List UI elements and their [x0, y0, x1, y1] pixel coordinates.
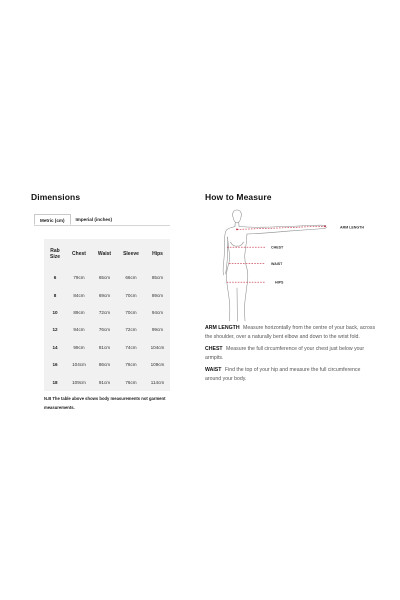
cell-chest: 104cm	[72, 362, 86, 368]
waist-label: WAIST	[271, 262, 283, 266]
arm-length-label: ARM LENGTH	[340, 225, 364, 230]
table-header-row	[44, 239, 170, 269]
measurement-note: N.B The table above shows body measurements not garment measurements.	[44, 396, 166, 410]
cell-size: 12	[52, 327, 58, 333]
cell-chest: 109cm	[72, 379, 86, 385]
chest-label: CHEST	[271, 245, 284, 250]
instruction-chest	[205, 345, 377, 362]
dimensions-title: Dimensions	[31, 192, 81, 202]
unit-tabs	[34, 213, 117, 225]
cell-hips: 99cm	[151, 327, 164, 333]
hips-label: HIPS	[275, 280, 284, 285]
measure-instructions	[205, 324, 377, 388]
table-row	[44, 269, 170, 286]
how-to-measure-title: How to Measure	[205, 192, 272, 202]
tab-imperial[interactable]: Imperial (inches)	[75, 217, 113, 222]
measurement-lines	[227, 226, 325, 282]
instruction-text: Measure the full circumference of your chest just below your armpits.	[205, 346, 365, 361]
cell-hips: 85cm	[151, 275, 164, 281]
instruction-arm-length	[205, 324, 377, 341]
cell-chest: 99cm	[73, 344, 85, 350]
header-hips: Hips	[152, 250, 163, 257]
cell-chest: 94cm	[73, 327, 85, 333]
cell-size: 18	[52, 379, 58, 385]
instruction-term: CHEST	[205, 346, 223, 353]
cell-waist: 76cm	[98, 327, 111, 333]
cell-hips: 104cm	[150, 344, 165, 350]
table-row	[44, 356, 170, 373]
instruction-waist	[205, 366, 377, 383]
cell-chest: 79cm	[73, 275, 85, 281]
header-size: Rab Size	[49, 247, 60, 260]
tab-divider	[34, 225, 170, 226]
cell-chest: 89cm	[73, 309, 85, 315]
cell-waist: 81cm	[98, 344, 111, 350]
cell-waist: 72cm	[98, 309, 111, 315]
body-figure-illustration	[205, 206, 375, 322]
table-row	[44, 339, 170, 356]
cell-chest: 84cm	[73, 292, 85, 298]
size-chart-table	[44, 239, 170, 391]
instruction-term: ARM LENGTH	[205, 325, 240, 331]
instruction-term: WAIST	[205, 367, 222, 374]
cell-waist: 65cm	[98, 275, 111, 281]
cell-sleeve: 74cm	[125, 344, 137, 350]
cell-size: 14	[52, 344, 58, 350]
cell-sleeve: 66cm	[125, 275, 137, 281]
table-row	[44, 304, 170, 321]
cell-sleeve: 70cm	[125, 309, 137, 315]
cell-hips: 114cm	[150, 379, 165, 385]
cell-sleeve: 70cm	[125, 292, 137, 298]
instruction-text: Measure horizontally from the centre of your back, across the shoulder, over a naturally bent elbow and down to the wrist fold.	[205, 325, 376, 340]
table-row	[44, 286, 170, 303]
cell-sleeve: 76cm	[125, 362, 137, 368]
cell-size: 8	[53, 292, 57, 298]
body-measurement-figure	[205, 206, 375, 322]
cell-hips: 109cm	[150, 362, 165, 368]
cell-size: 16	[52, 362, 58, 368]
cell-waist: 69cm	[98, 292, 111, 298]
cell-size: 10	[52, 309, 58, 315]
tab-metric[interactable]: Metric (cm)	[34, 214, 71, 225]
cell-hips: 94cm	[151, 309, 164, 315]
cell-sleeve: 76cm	[125, 379, 137, 385]
cell-waist: 86cm	[98, 362, 111, 368]
cell-hips: 89cm	[151, 292, 164, 298]
cell-size: 6	[53, 275, 57, 281]
instruction-text: Find the top of your hip and measure the full circumference around your body.	[205, 367, 361, 382]
table-row	[44, 373, 170, 390]
table-row	[44, 321, 170, 338]
header-chest: Chest	[72, 250, 86, 257]
cell-sleeve: 72cm	[125, 327, 137, 333]
header-sleeve: Sleeve	[123, 250, 139, 257]
cell-waist: 91cm	[98, 379, 111, 385]
header-waist: Waist	[97, 250, 112, 257]
